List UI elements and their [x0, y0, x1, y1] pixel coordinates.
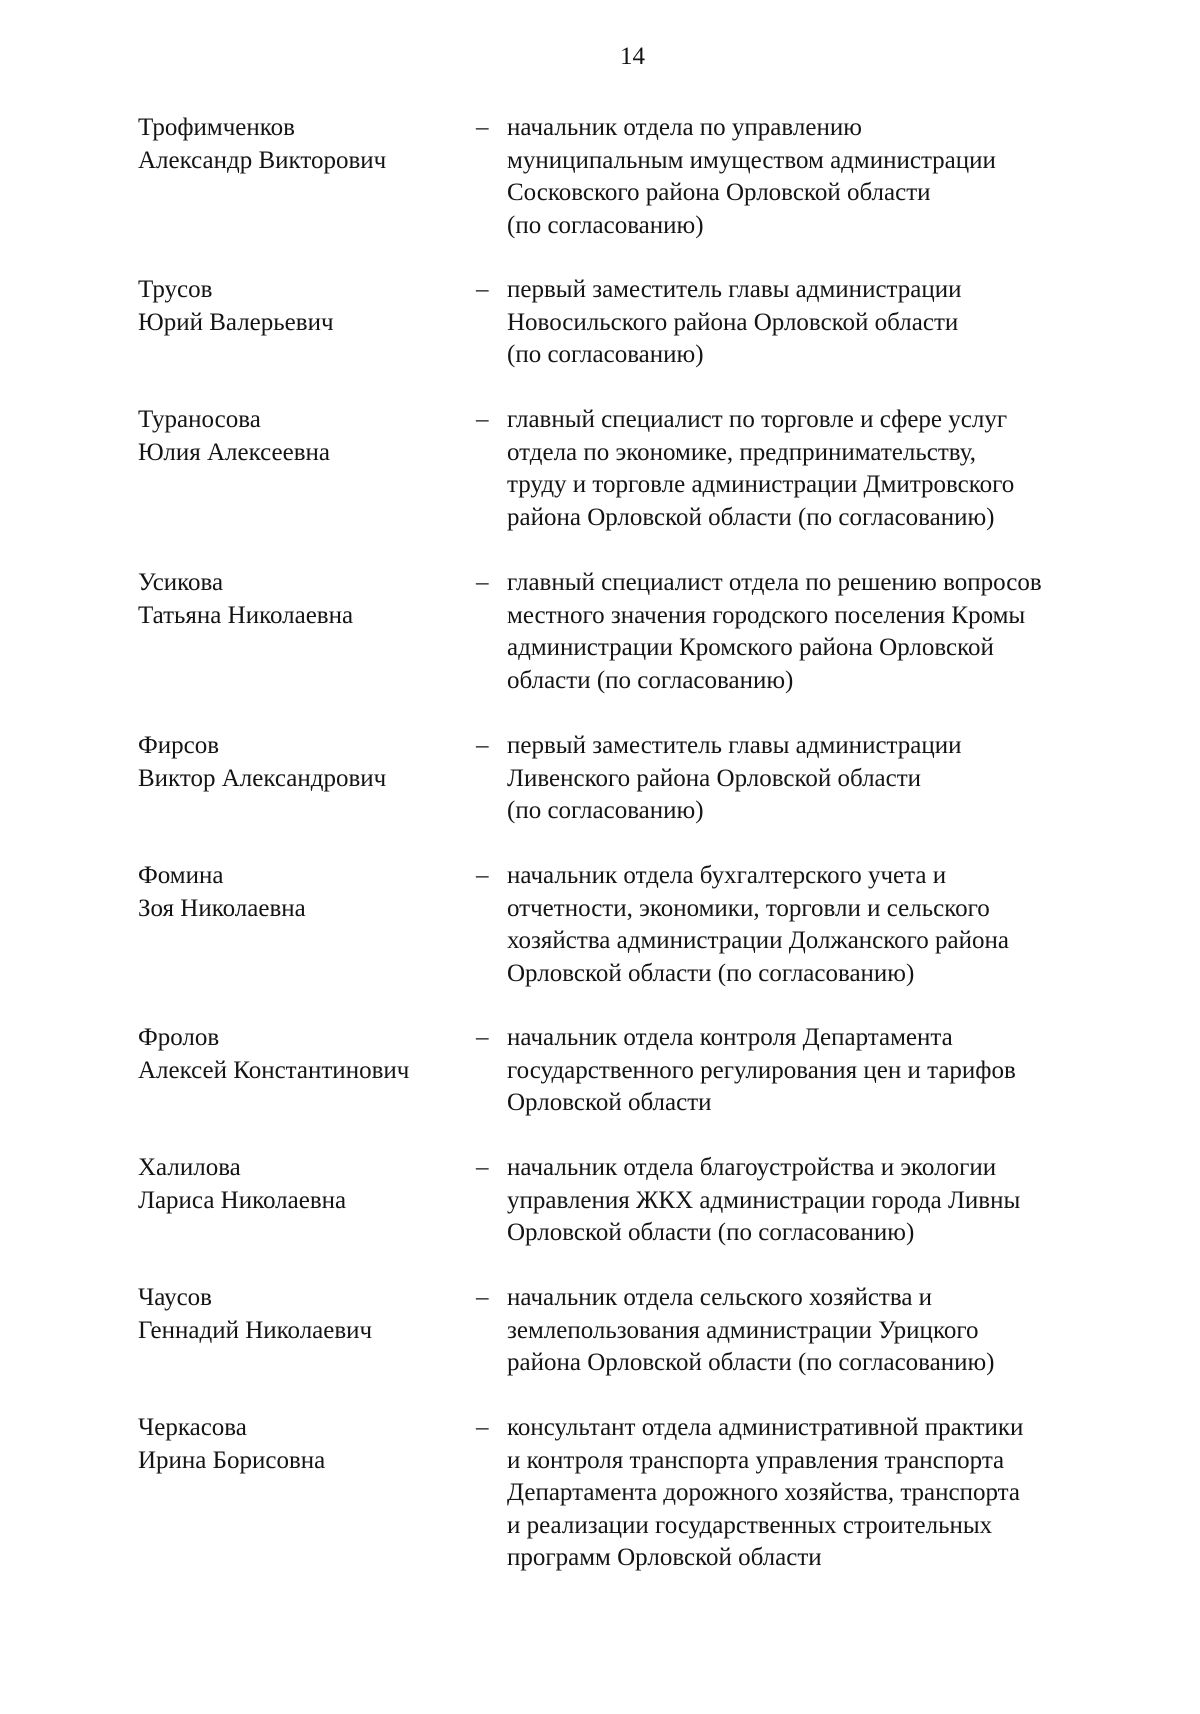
member-name: Халилова Лариса Николаевна: [138, 1154, 347, 1214]
member-role: начальник отдела по управлению муниципальным имуществом администрации Сосковского района Орловской области (по согласованию): [507, 114, 996, 239]
member-name: Тураносова Юлия Алексеевна: [138, 406, 330, 466]
member-role: главный специалист отдела по решению вопросов местного значения городского поселения Кромы администрации Кромского района Орловской области (по согласованию): [507, 569, 1042, 694]
member-name: Трофимченков Александр Викторович: [138, 114, 387, 174]
member-role: начальник отдела благоустройства и экологии управления ЖКХ администрации города Ливны Орловской области (по согласованию): [507, 1154, 1021, 1246]
member-role: главный специалист по торговле и сфере услуг отдела по экономике, предпринимательству, труду и торговле администрации Дмитровского района Орловской области (по согласованию): [507, 406, 1015, 531]
dash-separator: –: [476, 569, 489, 596]
dash-separator: –: [476, 732, 489, 759]
member-role: начальник отдела контроля Департамента государственного регулирования цен и тарифов Орловской области: [507, 1024, 1016, 1116]
member-role: первый заместитель главы администрации Ливенского района Орловской области (по согласованию): [507, 732, 962, 824]
member-name: Трусов Юрий Валерьевич: [138, 276, 334, 336]
member-name: Чаусов Геннадий Николаевич: [138, 1284, 373, 1344]
page-number: 14: [620, 43, 645, 70]
member-name: Черкасова Ирина Борисовна: [138, 1414, 326, 1474]
member-role: начальник отдела сельского хозяйства и землепользования администрации Урицкого района Орловской области (по согласованию): [507, 1284, 995, 1376]
dash-separator: –: [476, 1024, 489, 1051]
member-name: Фролов Алексей Константинович: [138, 1024, 410, 1084]
dash-separator: –: [476, 1154, 489, 1181]
member-name: Фирсов Виктор Александрович: [138, 732, 387, 792]
dash-separator: –: [476, 1414, 489, 1441]
member-name: Усикова Татьяна Николаевна: [138, 569, 354, 629]
dash-separator: –: [476, 406, 489, 433]
dash-separator: –: [476, 276, 489, 303]
dash-separator: –: [476, 1284, 489, 1311]
dash-separator: –: [476, 114, 489, 141]
member-name: Фомина Зоя Николаевна: [138, 862, 306, 922]
member-role: консультант отдела административной практики и контроля транспорта управления транспорта Департамента дорожного хозяйства, транспорта и реализации государственных строительных программ Орловской области: [507, 1414, 1024, 1571]
dash-separator: –: [476, 862, 489, 889]
member-role: начальник отдела бухгалтерского учета и отчетности, экономики, торговли и сельского хозяйства администрации Должанского района Орловской области (по согласованию): [507, 862, 1009, 987]
member-role: первый заместитель главы администрации Новосильского района Орловской области (по согласованию): [507, 276, 962, 368]
